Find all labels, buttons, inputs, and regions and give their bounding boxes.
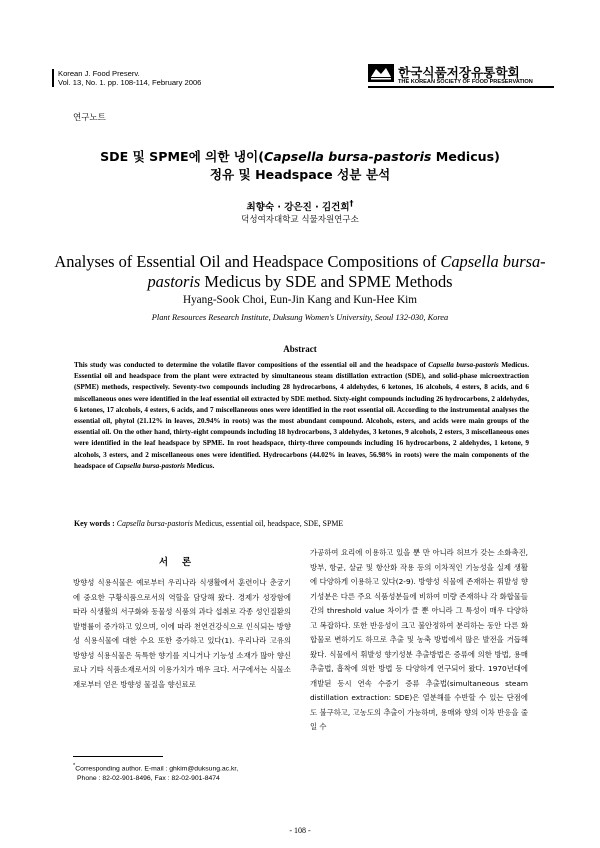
page-number: - 108 - — [289, 826, 311, 835]
korean-title-line2: 정유 및 Headspace 성분 분석 — [209, 167, 391, 182]
korean-authors — [0, 199, 600, 213]
society-masthead — [368, 62, 554, 90]
footnote-mark: * — [73, 763, 76, 769]
abstract-species2: Capsella bursa-pastoris — [115, 461, 185, 470]
footnote — [73, 761, 301, 784]
abstract-part1: This study was conducted to determine the volatile flavor compositions of the essential oil and the headspace of — [74, 361, 429, 369]
article-category: 연구노트 — [73, 113, 106, 123]
english-affiliation: Plant Resources Research Institute, Duksung Women's University, Seoul 132-030, Korea — [151, 313, 449, 322]
keywords-label: Key words : — [74, 519, 117, 528]
korean-title-line1 — [40, 148, 560, 165]
corresponding-mark: † — [349, 199, 354, 208]
keywords-species: Capsella bursa-pastoris — [116, 519, 193, 528]
keywords-list: Medicus, essential oil, headspace, SDE, SPME — [192, 519, 344, 528]
english-title-species: Capsella bursa-pastoris — [147, 252, 546, 291]
footnote-line2: Phone : 82-02-901-8496, Fax : 82-02-901-8474 — [77, 775, 220, 783]
english-title-post: Medicus by SDE and SPME Methods — [200, 272, 453, 291]
society-logo-icon — [368, 64, 394, 82]
korean-author-names: 최향숙 · 강은진 · 김건희 — [246, 202, 350, 214]
korean-affiliation: 덕성여자대학교 식물자원연구소 — [241, 215, 359, 225]
body-column-left: 방향성 식용식물은 예로부터 우리나라 식생활에서 훈련이나 춘궁기에 중요한 구황식품으로서의 역할을 담당해 왔다. 경제가 성장함에 따라 식생활의 서구화와 동물성 식품의 과다 섭취로 각종 성인질환의 발병률이 증가하고 있으며, 이에 따라 천연건강식으로 인식되는 방향성 식용식물에 대한 수요 또한 증가하고 있다(1). 우리나라 고유의 방향성 식용식물은 독특한 향기를 지니거나 기능성 소재가 많아 향신료나 기타 식품소재로서의 이용가치가 매우 크다. 서구에서는 식물소재로부터 얻은 방향성 물질을 향신료로 — [73, 578, 291, 689]
society-name-english: THE KOREAN SOCIETY OF FOOD PRESERVATION — [398, 79, 533, 85]
english-authors: Hyang-Sook Choi, Eun-Jin Kang and Kun-Hee Kim — [183, 294, 417, 306]
english-title-pre: Analyses of Essential Oil and Headspace Compositions of — [54, 252, 441, 271]
body-column-right: 가공하여 요리에 이용하고 있을 뿐 만 아니라 허브가 갖는 소화촉진, 방부, 항균, 살균 및 항산화 작용 등의 이차적인 기능성을 실제 생활에 다양하게 이용하고 있다(2-9). 방향성 식물에 존재하는 휘발성 향기성분은 다른 주요 식품성분들에 비하여 미량 존재하나 각 화합물들 간의 threshold value 차이가 클 뿐 아니라 그 특성이 매우 다양하고 복잡하다. 또한 반응성이 크고 불안정하여 분리하는 동안 다른 화합물로 변하기도 하므로 추출 및 농축 방법에서 많은 발전을 거듭해 왔다. 식물에서 휘발성 향기성분 추출방법은 증류에 의한 방법, 용매 추출법, 흡착에 의한 방법 등 다양하게 연구되어 왔다. 1970년대에 개발된 동시 연속 수증기 증류 추출법(simultaneous steam distillation extraction: SDE)은 열분해를 수반할 수 있는 단점에도 불구하고, 고농도의 추출이 가능하며, 용매와 향의 이차 반응을 줄일 수 — [310, 548, 528, 731]
footnote-email: Corresponding author. E-mail : ghkim@duksung.ac.kr, — [75, 765, 239, 773]
abstract-heading: Abstract — [283, 344, 317, 354]
footnote-line1 — [73, 761, 301, 774]
english-title — [40, 252, 560, 292]
abstract-text — [74, 360, 529, 472]
journal-name: Korean J. Food Preserv. — [58, 69, 140, 78]
footnote-rule — [73, 756, 163, 757]
society-name-korean: 한국식품저장유통학회 — [398, 65, 520, 80]
abstract-part3: Medicus. — [184, 461, 215, 470]
section-heading-introduction: 서론 — [158, 557, 206, 568]
korean-title-pre: SDE 및 SPME에 의한 냉이( — [100, 149, 264, 164]
journal-citation — [52, 69, 201, 87]
keywords — [74, 519, 529, 528]
journal-volume: Vol. 13, No. 1. pp. 108-114, February 2006 — [58, 78, 202, 87]
korean-title-post: Medicus) — [431, 149, 500, 164]
korean-title-species: Capsella bursa-pastoris — [263, 149, 432, 164]
abstract-species1: Capsella bursa-pastoris — [428, 361, 499, 369]
header-rule — [368, 86, 554, 88]
abstract-part2: Medicus. Essential oil and headspace from the plant were extracted by simultaneous steam distillation extraction (SDE), and solid-phase microextraction (SPME) methods, respectively. Seventy-two compounds including 28 hydrocarbons, 4 aldehydes, 6 ketones, 16 alcohols, 4 esters, 8 acids, and 6 miscellaneous ones were identified in the leaf essential oil extracted by SDE method. Sixty-eight compounds including 26 hydrocarbons, 2 aldehydes, 6 ketones, 17 alcohols, 4 esters, 6 acids, and 7 miscellaneous ones were identified in the root essential oil. According to the instrumental analyses the essential oil, phytol (21.12% in leaves, 20.94% in roots) was the most abundant compound. Alcohols, esters, and acids were main groups of the essential oil. On the other hand, thirty-eight compounds including 18 hydrocarbons, 3 aldehydes, 3 ketones, 9 alcohols, 2 esters, 3 miscellaneous ones were identified in the leaf headspace by SPME. In root headspace, thirty-three compounds including 16 hydrocarbons, 2 aldehydes, 1 ketone, 9 alcohols, 3 esters, and 2 miscellaneous ones were identified. Hydrocarbons (44.02% in leaves, 56.98% in roots) were the main components of the headspace of — [74, 361, 529, 470]
